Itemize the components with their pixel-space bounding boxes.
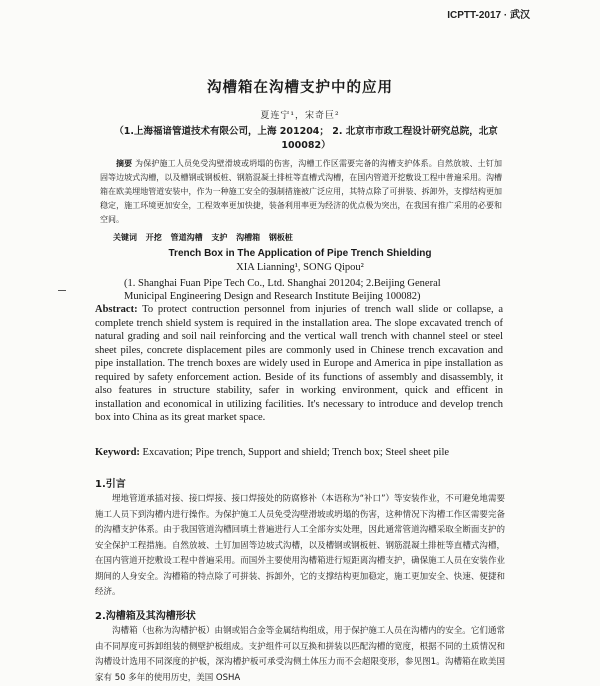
authors-en: XIA Lianning¹, SONG Qipou² <box>236 262 364 273</box>
abstract-zh-text: 为保护施工人员免受沟壁滑坡或坍塌的伤害，沟槽工作区需要完备的沟槽支护体系。自然放坡、土钉加固等边坡式沟槽，以及槽钢或钢板桩、钢筋混凝土排桩等直槽式沟槽，在国内管道开挖敷设工程中普遍采用。沟槽箱在欧美埋地管道安装中，作为一种施工安全的强制措施被广泛应用，其特点除了可拼装、拆卸外，支撑结构更加稳定，施工环境更加安全，工程效率更加快捷，装备利用率更为经济的优点极为突出，在我国有推广采用的必要和空间。 <box>100 159 503 224</box>
abstract-en-label: Abstract: <box>95 304 138 315</box>
paper-title-zh: 沟槽箱在沟槽支护中的应用 <box>207 80 393 96</box>
authors-zh: 夏连宁¹，宋奇巨² <box>260 111 340 121</box>
keywords-zh-label: 关键词 <box>113 233 137 242</box>
keywords-en <box>95 447 505 458</box>
abstract-zh-label: 摘要 <box>116 159 133 168</box>
keywords-en-text: Excavation; Pipe trench, Support and shield; Trench box; Steel sheet pile <box>142 447 450 458</box>
section-1-heading: 1.引言 <box>95 479 126 490</box>
paper-title-en: Trench Box in The Application of Pipe Trench Shielding <box>168 248 432 259</box>
abstract-en-text: To protect contruction personnel from injuries of trench wall slide or collapse, a complete trench shield system is required in the installation area. The slope excavated trench of natural grading and soil nail reinforcing and the vertical wall trench with channel steel or steel sheet piles, concrete displacement piles are commonly used in Chinese trench excavation and pipe installation. The trench boxes are widely used in Europe and America in pipe installation as required by safety enforcement action. Beside of its functions of assembly and disassembly, it also features in structure stability, safer in working environment, quick and efficent in installation and economical in utilizing facilities. It's necessary to introduce and develop trench box into China as its great market space. <box>95 304 504 423</box>
section-2-paragraph: 沟槽箱（也称为沟槽护板）由钢或铝合金等金属结构组成，用于保护施工人员在沟槽内的安全。它们通常由不同厚度可拆卸组装的侧壁护板组成。支护组件可以互换和拼装以匹配沟槽的宽度，根据不同的土质情况和沟槽设计选用不同深度的护板，深沟槽护板可承受沟侧土体压力而不会超限变形，参见图1。沟槽箱在欧美国家有 50 多年的使用历史，美国 OSHA <box>95 626 505 683</box>
conference-header: ICPTT-2017 · 武汉 <box>447 10 530 21</box>
margin-mark <box>58 290 66 291</box>
keywords-en-label: Keyword: <box>95 447 140 458</box>
abstract-zh <box>100 157 502 227</box>
keywords-zh-text: 开挖 管道沟槽 支护 沟槽箱 钢板桩 <box>145 233 293 242</box>
section-1-paragraph: 埋地管道承插对接、接口焊接、接口焊接处的防腐修补（本语称为“补口”）等安装作业，不可避免地需要施工人员下到沟槽内进行操作。为保护施工人员免受沟壁滑坡或坍塌的伤害，这种情况下沟槽工作区需要完备的沟槽支护体系。由于我国管道沟槽回填土普遍进行人工全部夯实处理，因此通常管道沟槽采取全断面支护的安全保护工程措施。自然放坡、土钉加固等边坡式沟槽，以及槽钢或钢板桩、钢筋混凝土排桩等直槽式沟槽，在国内管道开挖敷设工程中普遍采用。而国外主要使用沟槽箱进行短距离沟槽支护，确保施工人员在安装作业期间的人身安全。沟槽箱的特点除了可拼装、拆卸外，它的支撑结构更加稳定，施工更加安全、快速、便捷和经济。 <box>95 494 505 597</box>
abstract-en <box>95 303 503 425</box>
keywords-zh <box>113 232 293 243</box>
affiliation-en: (1. Shanghai Fuan Pipe Tech Co., Ltd. Shanghai 201204; 2.Beijing General Municipal Engineering Design and Research Institute Beijing 100082) <box>124 278 441 302</box>
section-2-heading: 2.沟槽箱及其沟槽形状 <box>95 611 196 622</box>
affiliation-zh: （1.上海福谙管道技术有限公司，上海 201204； 2. 北京市市政工程设计研究总院，北京 100082） <box>114 126 498 151</box>
